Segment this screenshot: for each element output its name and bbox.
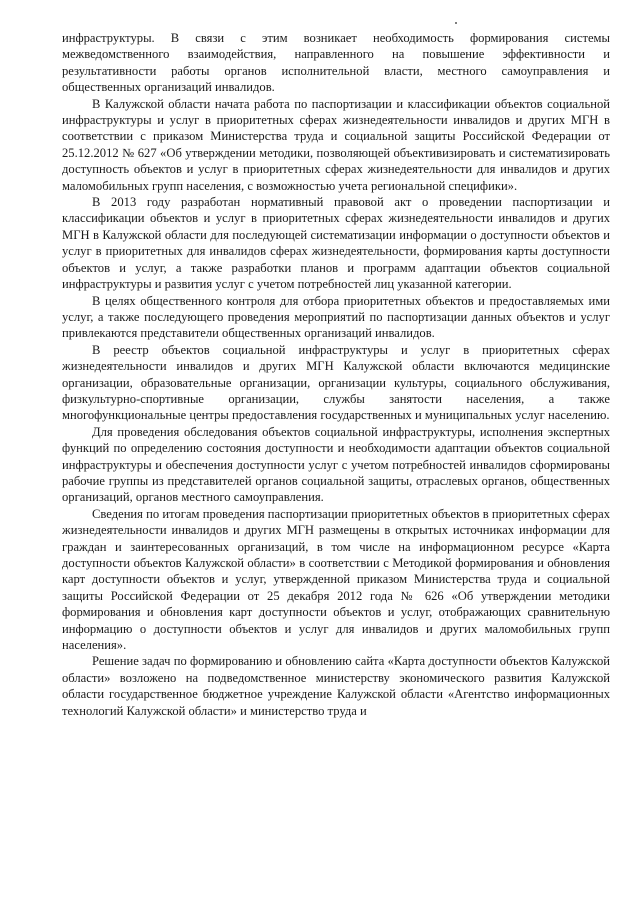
paragraph-3: В 2013 году разработан нормативный правовой акт о проведении паспортизации и классификации объектов и услуг в приоритетных сферах жизнедеятельности инвалидов и других МГН в Калужской области для последующей систематизации информации о доступности объектов и услуг в приоритетных для инвалидов сферах жизнедеятельности, формирования карты доступности объектов и услуг, а также разработки планов и программ адаптации объектов социальной инфраструктуры и развития услуг с учетом потребностей лиц указанной категории. — [62, 195, 610, 292]
paragraph-1: инфраструктуры. В связи с этим возникает необходимость формирования системы межведомственного взаимодействия, направленного на повышение эффективности и результативности работы органов исполнительной власти, местного самоуправления и общественных организаций инвалидов. — [62, 31, 610, 95]
paragraph-5: В реестр объектов социальной инфраструктуры и услуг в приоритетных сферах жизнедеятельности инвалидов и других МГН Калужской области включаются медицинские организации, образовательные организации, организации культуры, социального обслуживания, физкультурно-спортивные организации, службы занятости населения, а также многофункциональные центры предоставления государственных и муниципальных услуг населению. — [62, 342, 610, 423]
paragraph-6: Для проведения обследования объектов социальной инфраструктуры, исполнения экспертных функций по определению состояния доступности и необходимости адаптации объектов социальной инфраструктуры и обеспечения доступности услуг с учетом потребностей инвалидов сформированы рабочие группы из представителей органов социальной защиты, отраслевых органов, общественных организаций, органов местного самоуправления. — [62, 424, 610, 505]
paragraph-2: В Калужской области начата работа по паспортизации и классификации объектов социальной инфраструктуры и услуг в приоритетных сферах жизнедеятельности инвалидов и других МГН в соответствии с приказом Министерства труда и социальной защиты Российской Федерации от 25.12.2012 № 627 «Об утверждении методики, позволяющей объективизировать и систематизировать доступность объектов и услуг в приоритетных сферах жизнедеятельности для инвалидов и других маломобильных групп населения, с возможностью учета региональной специфики». — [62, 96, 610, 193]
paragraph-8: Решение задач по формированию и обновлению сайта «Карта доступности объектов Калужской области» возложено на подведомственное министерству экономического развития Калужской области государственное бюджетное учреждение Калужской области «Агентство информационных технологий Калужской области» и министерство труда и — [62, 654, 610, 718]
paragraph-4: В целях общественного контроля для отбора приоритетных объектов и предоставляемых ими услуг, а также последующего проведения мероприятий по паспортизации данных объектов и услуг привлекаются представители общественных организаций инвалидов. — [62, 293, 610, 341]
paragraph-7: Сведения по итогам проведения паспортизации приоритетных объектов в приоритетных сферах жизнедеятельности инвалидов и других МГН размещены в открытых источниках информации для граждан и заинтересованных организаций, в том числе на информационном ресурсе «Карта доступности объектов Калужской области» в соответствии с Методикой формирования и обновления карт доступности объектов и услуг, утвержденной приказом Министерства труда и социальной защиты Российской Федерации от 25 декабря 2012 года № 626 «Об утверждении методики формирования и обновления карт доступности объектов и услуг, отображающих сравнительную информацию о доступности объектов и услуг для инвалидов и других маломобильных групп населения». — [62, 506, 610, 653]
scan-dot — [455, 22, 457, 24]
